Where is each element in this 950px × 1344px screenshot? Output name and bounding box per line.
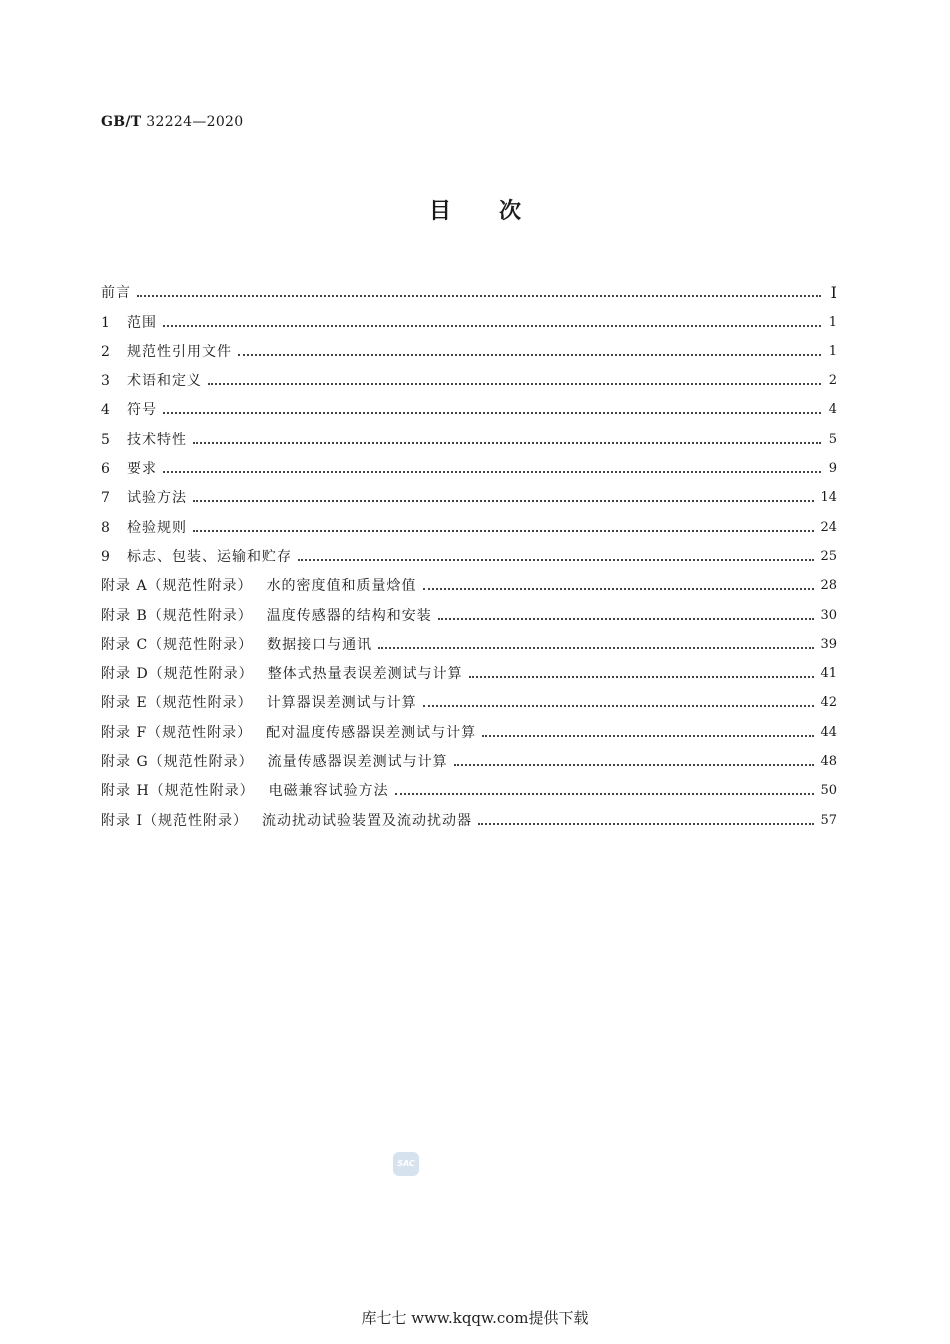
toc-entry-text: 符号 bbox=[127, 402, 157, 419]
toc-page-number: 4 bbox=[828, 402, 837, 418]
toc-page-number: 25 bbox=[820, 548, 837, 564]
toc-leader-dots bbox=[137, 294, 821, 297]
toc-entry[interactable] bbox=[101, 536, 837, 565]
standard-code bbox=[101, 114, 243, 130]
toc-leader-dots bbox=[238, 353, 821, 356]
toc-leader-dots bbox=[298, 558, 814, 561]
toc-leader-dots bbox=[482, 734, 814, 737]
toc-entry[interactable] bbox=[101, 301, 837, 330]
toc-page-number: 28 bbox=[820, 578, 837, 594]
toc-entry-label bbox=[101, 344, 232, 360]
toc-clause-number: 5 bbox=[101, 431, 111, 448]
toc-page-number: 14 bbox=[820, 490, 837, 506]
toc-entry[interactable] bbox=[101, 360, 837, 389]
toc-entry-text: 计算器误差测试与计算 bbox=[266, 695, 417, 712]
toc-entry-label bbox=[101, 402, 157, 418]
toc-leader-dots bbox=[423, 704, 815, 707]
toc-entry-label bbox=[101, 461, 157, 477]
toc-entry-text: 流量传感器误差测试与计算 bbox=[267, 754, 448, 771]
toc-entry-text: 术语和定义 bbox=[127, 373, 202, 390]
toc-annex-number: 附录 I（规范性附录） bbox=[101, 812, 248, 829]
toc-annex-number: 附录 F（规范性附录） bbox=[101, 724, 253, 741]
toc-entry-label bbox=[101, 578, 417, 594]
standard-code-number: 32224—2020 bbox=[146, 114, 244, 130]
toc-entry-label bbox=[101, 725, 476, 741]
toc-annex-number: 附录 D（规范性附录） bbox=[101, 666, 254, 683]
toc-entry-label bbox=[101, 285, 131, 301]
toc-leader-dots bbox=[163, 470, 821, 473]
toc-entry-text: 试验方法 bbox=[127, 490, 187, 507]
toc-annex-number: 附录 C（规范性附录） bbox=[101, 636, 254, 653]
toc-entry-label bbox=[101, 666, 463, 682]
toc-entry[interactable] bbox=[101, 506, 837, 535]
toc-leader-dots bbox=[208, 382, 821, 385]
toc-page-number: 1 bbox=[828, 314, 837, 330]
toc-entry-text: 电磁兼容试验方法 bbox=[268, 783, 389, 800]
toc-entry-label bbox=[101, 432, 187, 448]
toc-entry[interactable] bbox=[101, 448, 837, 477]
toc-page-number: 39 bbox=[820, 636, 837, 652]
toc-entry-text: 标志、包装、运输和贮存 bbox=[127, 548, 292, 565]
toc-entry-label bbox=[101, 783, 389, 799]
toc-annex-entry[interactable] bbox=[101, 565, 837, 594]
toc-entry-text: 数据接口与通讯 bbox=[267, 636, 373, 653]
toc-entry-label bbox=[101, 754, 448, 770]
toc-annex-entry[interactable] bbox=[101, 770, 837, 799]
standard-code-prefix: GB/T bbox=[101, 114, 142, 130]
toc-page-number: 48 bbox=[820, 754, 837, 770]
toc-page-number: 41 bbox=[820, 666, 837, 682]
toc-entry-text: 整体式热量表误差测试与计算 bbox=[267, 666, 463, 683]
toc-entry-text: 技术特性 bbox=[127, 431, 187, 448]
toc-clause-number: 6 bbox=[101, 461, 111, 478]
toc-entry-label bbox=[101, 608, 432, 624]
toc-clause-number: 1 bbox=[101, 314, 111, 331]
download-footer: 库七七 www.kqqw.com提供下载 bbox=[361, 1309, 589, 1327]
toc-annex-entry[interactable] bbox=[101, 653, 837, 682]
toc-leader-dots bbox=[438, 617, 815, 620]
toc-entry-label bbox=[101, 813, 472, 829]
sac-watermark-logo: SAC bbox=[393, 1152, 419, 1176]
toc-entry-label bbox=[101, 490, 187, 506]
toc-annex-number: 附录 E（规范性附录） bbox=[101, 695, 253, 712]
toc-annex-entry[interactable] bbox=[101, 682, 837, 711]
toc-leader-dots bbox=[193, 499, 814, 502]
toc-leader-dots bbox=[454, 763, 815, 766]
toc-page-number: 57 bbox=[820, 812, 837, 828]
toc-annex-entry[interactable] bbox=[101, 741, 837, 770]
toc-entry-text: 检验规则 bbox=[127, 519, 187, 536]
toc-annex-number: 附录 G（规范性附录） bbox=[101, 754, 254, 771]
toc-annex-entry[interactable] bbox=[101, 594, 837, 623]
toc-leader-dots bbox=[478, 822, 814, 825]
toc-entry-foreword[interactable] bbox=[101, 272, 837, 301]
toc-clause-number: 3 bbox=[101, 373, 111, 390]
toc-entry-label bbox=[101, 695, 417, 711]
toc-entry-text: 范围 bbox=[127, 314, 157, 331]
toc-entry-label bbox=[101, 315, 157, 331]
toc-entry[interactable] bbox=[101, 418, 837, 447]
toc-clause-number: 7 bbox=[101, 490, 111, 507]
toc-entry[interactable] bbox=[101, 331, 837, 360]
toc-entry-text: 水的密度值和质量焓值 bbox=[266, 578, 417, 595]
toc-entry-label bbox=[101, 373, 202, 389]
toc-entry-label bbox=[101, 637, 372, 653]
toc-leader-dots bbox=[193, 441, 821, 444]
toc-entry-text: 规范性引用文件 bbox=[127, 343, 232, 360]
toc-leader-dots bbox=[163, 324, 821, 327]
toc-entry-label bbox=[101, 520, 187, 536]
toc-clause-number: 2 bbox=[101, 343, 111, 360]
toc-clause-number: 8 bbox=[101, 519, 111, 536]
toc-annex-entry[interactable] bbox=[101, 799, 837, 828]
toc-entry-label bbox=[101, 549, 292, 565]
toc-clause-number: 9 bbox=[101, 548, 111, 565]
toc-annex-number: 附录 B（规范性附录） bbox=[101, 607, 253, 624]
toc-entry-text: 流动扰动试验装置及流动扰动器 bbox=[261, 812, 472, 829]
toc-leader-dots bbox=[193, 529, 814, 532]
toc-leader-dots bbox=[423, 587, 815, 590]
table-of-contents bbox=[101, 272, 837, 829]
toc-page-number: I bbox=[830, 283, 837, 303]
toc-annex-number: 附录 A（规范性附录） bbox=[101, 578, 253, 595]
toc-entry-text: 要求 bbox=[127, 461, 157, 478]
toc-leader-dots bbox=[469, 675, 815, 678]
toc-annex-entry[interactable] bbox=[101, 711, 837, 740]
toc-annex-entry[interactable] bbox=[101, 624, 837, 653]
toc-entry[interactable] bbox=[101, 477, 837, 506]
toc-leader-dots bbox=[395, 792, 815, 795]
toc-leader-dots bbox=[163, 411, 821, 414]
toc-page-number: 50 bbox=[820, 783, 837, 799]
toc-annex-number: 附录 H（规范性附录） bbox=[101, 783, 255, 800]
toc-page-number: 24 bbox=[820, 519, 837, 535]
toc-page-number: 1 bbox=[828, 343, 837, 359]
toc-entry-text: 前言 bbox=[101, 285, 131, 302]
toc-entry[interactable] bbox=[101, 389, 837, 418]
toc-entry-text: 温度传感器的结构和安装 bbox=[266, 607, 432, 624]
toc-page-number: 42 bbox=[820, 695, 837, 711]
toc-entry-text: 配对温度传感器误差测试与计算 bbox=[266, 724, 477, 741]
toc-page-number: 44 bbox=[820, 724, 837, 740]
toc-page-number: 2 bbox=[828, 373, 837, 389]
toc-leader-dots bbox=[378, 646, 814, 649]
toc-page-number: 9 bbox=[828, 461, 837, 477]
page-title: 目次 bbox=[428, 199, 569, 224]
toc-page-number: 30 bbox=[820, 607, 837, 623]
toc-clause-number: 4 bbox=[101, 402, 111, 419]
toc-page-number: 5 bbox=[828, 431, 837, 447]
